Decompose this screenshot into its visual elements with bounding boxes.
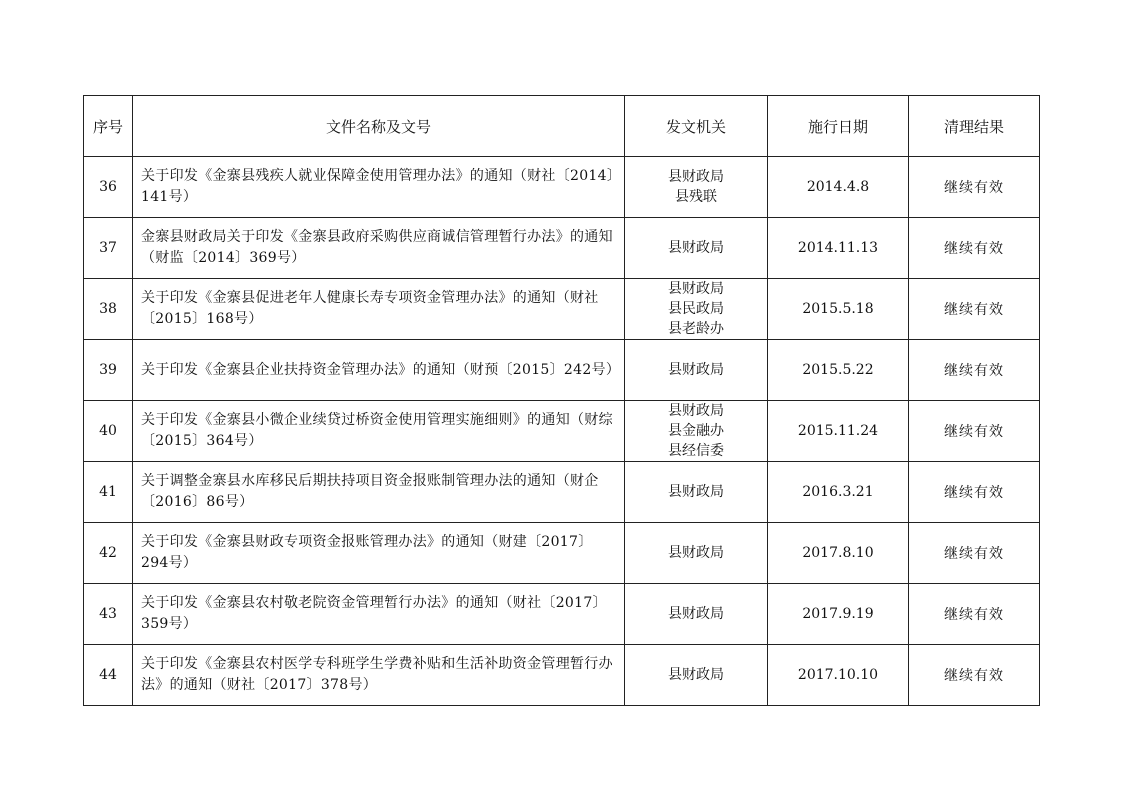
serial-number-cell: 41 [84,462,133,523]
review-result-cell: 继续有效 [909,523,1040,584]
serial-number-cell: 40 [84,401,133,462]
issuing-agency-list [625,584,767,644]
document-title-cell [133,523,625,584]
issuing-agency-name: 县财政局 [668,281,724,297]
document-table [83,95,1040,706]
table-row [84,584,1040,645]
issuing-agency-name: 县财政局 [668,667,724,683]
effective-date-cell: 2017.10.10 [768,645,909,706]
table-row [84,401,1040,462]
document-title-cell [133,645,625,706]
review-result-cell: 继续有效 [909,584,1040,645]
issuing-agency-cell [625,645,768,706]
document-title-text: 关于印发《金寨县小微企业续贷过桥资金使用管理实施细则》的通知（财综〔2015〕364号） [141,412,613,449]
document-title-text: 关于印发《金寨县财政专项资金报账管理办法》的通知（财建〔2017〕294号） [141,534,593,571]
effective-date-cell: 2015.5.22 [768,340,909,401]
issuing-agency-name: 县财政局 [668,403,724,419]
serial-number-cell: 39 [84,340,133,401]
table-row [84,279,1040,340]
document-title-text: 关于调整金寨县水库移民后期扶持项目资金报账制管理办法的通知（财企〔2016〕86号） [141,473,599,510]
table-row [84,462,1040,523]
issuing-agency-name: 县财政局 [668,240,724,256]
review-result-cell: 继续有效 [909,218,1040,279]
issuing-agency-name: 县财政局 [668,545,724,561]
table-row [84,218,1040,279]
document-title-cell [133,462,625,523]
table-row [84,523,1040,584]
review-result-cell: 继续有效 [909,462,1040,523]
issuing-agency-name: 县财政局 [668,362,724,378]
issuing-agency-list [625,523,767,583]
effective-date-cell: 2017.9.19 [768,584,909,645]
document-title-text: 关于印发《金寨县促进老年人健康长寿专项资金管理办法》的通知（财社〔2015〕168号） [141,290,599,327]
document-title-text: 关于印发《金寨县企业扶持资金管理办法》的通知（财预〔2015〕242号） [141,361,621,378]
header-serial-number: 序号 [84,96,133,157]
issuing-agency-name: 县民政局 [668,301,724,317]
review-result-cell: 继续有效 [909,401,1040,462]
issuing-agency-list [625,645,767,705]
review-result-cell: 继续有效 [909,157,1040,218]
issuing-agency-cell [625,401,768,462]
review-result-cell: 继续有效 [909,645,1040,706]
document-title-text: 关于印发《金寨县农村敬老院资金管理暂行办法》的通知（财社〔2017〕359号） [141,595,607,632]
effective-date-cell: 2014.11.13 [768,218,909,279]
header-issuing-agency: 发文机关 [625,96,768,157]
issuing-agency-name: 县财政局 [668,484,724,500]
serial-number-cell: 44 [84,645,133,706]
document-title-cell [133,401,625,462]
issuing-agency-name: 县财政局 [668,606,724,622]
header-document-title: 文件名称及文号 [133,96,625,157]
document-title-cell [133,218,625,279]
document-title-cell [133,279,625,340]
issuing-agency-cell [625,157,768,218]
review-result-cell: 继续有效 [909,279,1040,340]
serial-number-cell: 43 [84,584,133,645]
serial-number-cell: 37 [84,218,133,279]
issuing-agency-name: 县财政局 [668,169,724,185]
document-title-text: 关于印发《金寨县残疾人就业保障金使用管理办法》的通知（财社〔2014〕141号） [141,168,615,205]
effective-date-cell: 2015.11.24 [768,401,909,462]
issuing-agency-cell [625,279,768,340]
review-result-cell: 继续有效 [909,340,1040,401]
document-title-cell [133,584,625,645]
issuing-agency-cell [625,462,768,523]
issuing-agency-list [625,462,767,522]
document-title-text: 金寨县财政局关于印发《金寨县政府采购供应商诚信管理暂行办法》的通知（财监〔2014〕369号） [141,229,613,266]
serial-number-cell: 38 [84,279,133,340]
issuing-agency-cell [625,218,768,279]
document-title-cell [133,340,625,401]
issuing-agency-name: 县残联 [675,189,717,205]
issuing-agency-cell [625,584,768,645]
table-row [84,645,1040,706]
issuing-agency-list [625,157,767,217]
effective-date-cell: 2014.4.8 [768,157,909,218]
serial-number-cell: 36 [84,157,133,218]
effective-date-cell: 2015.5.18 [768,279,909,340]
issuing-agency-list [625,401,767,461]
issuing-agency-list [625,218,767,278]
table-row [84,340,1040,401]
serial-number-cell: 42 [84,523,133,584]
issuing-agency-cell [625,523,768,584]
issuing-agency-name: 县老龄办 [668,321,724,337]
document-title-cell [133,157,625,218]
table-row [84,157,1040,218]
effective-date-cell: 2016.3.21 [768,462,909,523]
issuing-agency-name: 县经信委 [668,443,724,459]
table-body [84,157,1040,706]
document-title-text: 关于印发《金寨县农村医学专科班学生学费补贴和生活补助资金管理暂行办法》的通知（财社〔2017〕378号） [141,656,613,693]
issuing-agency-name: 县金融办 [668,423,724,439]
issuing-agency-list [625,340,767,400]
table-header-row [84,96,1040,157]
effective-date-cell: 2017.8.10 [768,523,909,584]
header-effective-date: 施行日期 [768,96,909,157]
issuing-agency-cell [625,340,768,401]
header-review-result: 清理结果 [909,96,1040,157]
issuing-agency-list [625,279,767,339]
